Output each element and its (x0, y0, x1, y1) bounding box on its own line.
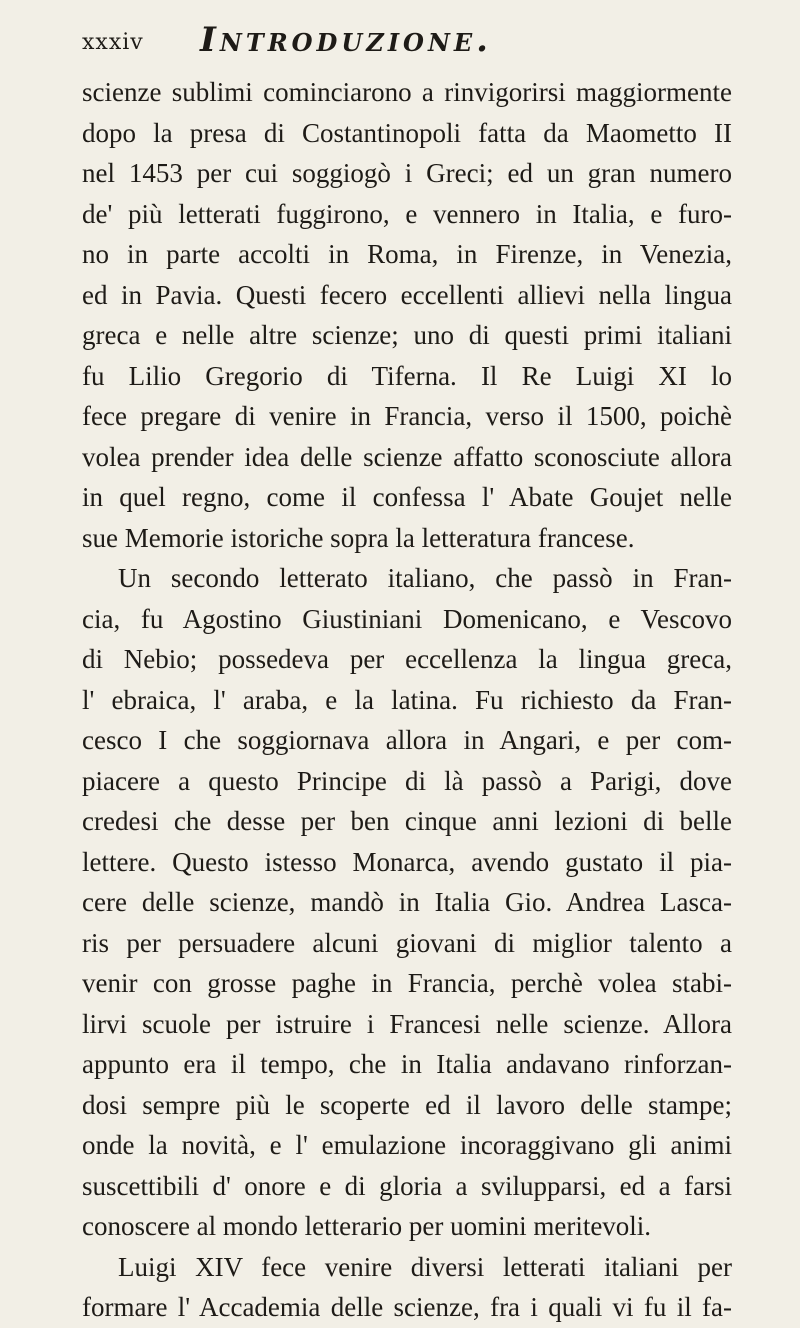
text-line: formare l' Accademia delle scienze, fra i quali vi fu il fa- (82, 1292, 732, 1322)
text-line: in quel regno, come il confessa l' Abate Goujet nelle (82, 482, 732, 512)
text-line: fece pregare di venire in Francia, verso il 1500, poichè (82, 401, 732, 431)
text-line: credesi che desse per ben cinque anni lezioni di belle (82, 806, 732, 836)
text-line: l' ebraica, l' araba, e la latina. Fu richiesto da Fran- (82, 684, 732, 715)
text-line: piacere a questo Principe di là passò a Parigi, dove (82, 765, 732, 796)
body-text (82, 72, 732, 1328)
text-line: scienze sublimi cominciarono a rinvigorirsi maggiormente (82, 77, 732, 107)
text-line: ed in Pavia. Questi fecero eccellenti allievi nella lingua (82, 279, 732, 310)
text-line: dopo la presa di Costantinopoli fatta da Maometto II (82, 117, 732, 148)
text-line: lirvi scuole per istruire i Francesi nelle scienze. Allora (82, 1008, 732, 1039)
text-line: no in parte accolti in Roma, in Firenze, in Venezia, (82, 239, 732, 269)
text-line: greca e nelle altre scienze; uno di questi primi italiani (82, 320, 732, 350)
text-line: de' più letterati fuggirono, e vennero in Italia, e furo- (82, 198, 732, 229)
text-line: cere delle scienze, mandò in Italia Gio. Andrea Lasca- (82, 887, 732, 917)
text-line: dosi sempre più le scoperte ed il lavoro delle stampe; (82, 1089, 732, 1120)
text-line: appunto era il tempo, che in Italia andavano rinforzan- (82, 1049, 732, 1079)
text-line: nel 1453 per cui soggiogò i Greci; ed un gran numero (82, 158, 732, 188)
page-header (82, 20, 722, 60)
page-number: xxxiv (82, 30, 144, 55)
text-line: ris per persuadere alcuni giovani di miglior talento a (82, 927, 732, 958)
text-line: Luigi XIV fece venire diversi letterati italiani per (118, 1251, 732, 1282)
text-line: lettere. Questo istesso Monarca, avendo gustato il pia- (82, 846, 732, 877)
running-title: Introduzione. (200, 20, 493, 60)
text-line: suscettibili d' onore e di gloria a svilupparsi, ed a farsi (82, 1170, 732, 1201)
text-line: volea prender idea delle scienze affatto sconosciute allora (82, 441, 732, 472)
text-line: cia, fu Agostino Giustiniani Domenicano, e Vescovo (82, 603, 732, 634)
text-line: conoscere al mondo letterario per uomini meritevoli. (82, 1211, 652, 1241)
text-line: fu Lilio Gregorio di Tiferna. Il Re Luigi XI lo (82, 360, 732, 391)
text-line: onde la novità, e l' emulazione incoraggivano gli animi (82, 1130, 732, 1160)
text-line: Un secondo letterato italiano, che passò in Fran- (118, 563, 732, 593)
text-line: di Nebio; possedeva per eccellenza la lingua greca, (82, 644, 732, 674)
text-line: cesco I che soggiornava allora in Angari, e per com- (82, 725, 732, 755)
text-line: sue Memorie istoriche sopra la letteratura francese. (82, 522, 635, 553)
text-line: venir con grosse paghe in Francia, perchè volea stabi- (82, 968, 732, 998)
